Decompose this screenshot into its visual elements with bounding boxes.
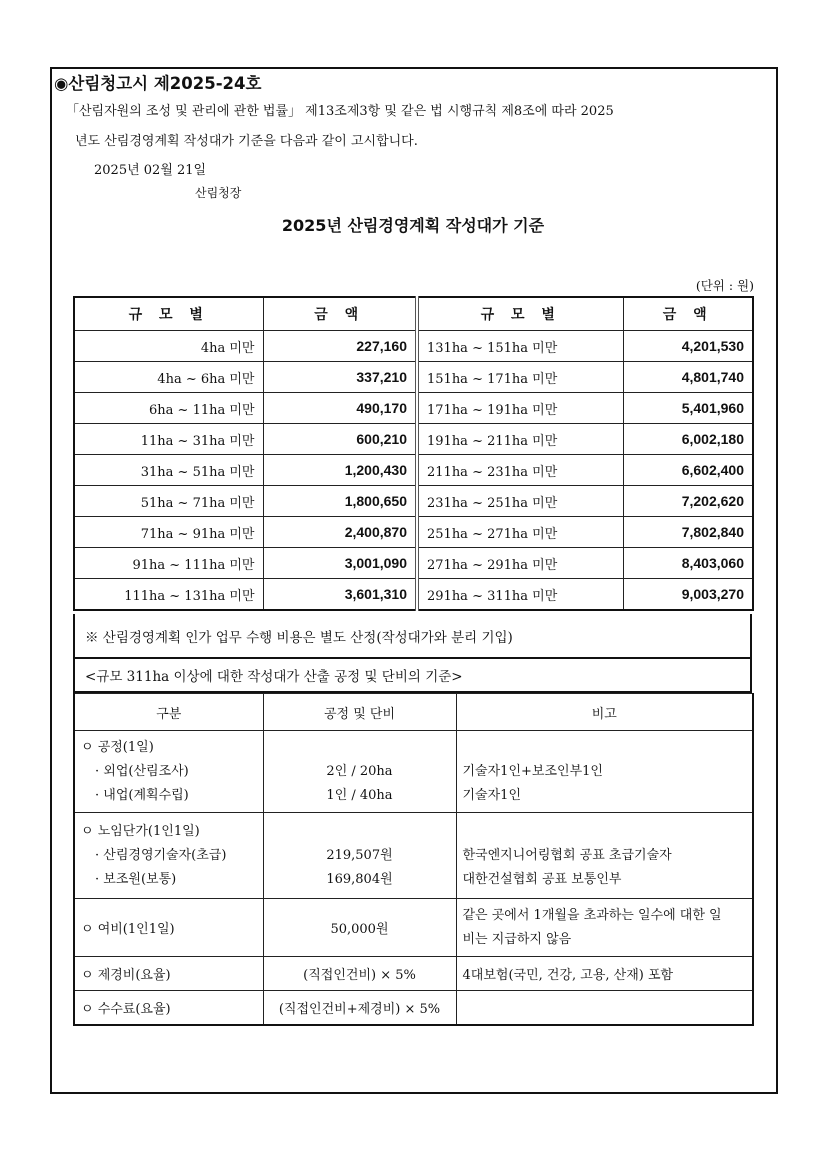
process-item-value: 2인 / 20ha bbox=[326, 763, 393, 779]
process-item-remark: 기술자1인+보조인부1인 bbox=[462, 763, 603, 779]
size-header: 규 모 별 bbox=[74, 297, 263, 331]
size-cell: 4ha 미만 bbox=[74, 331, 263, 362]
labor-item-name: · 산림경영기술자(초급) bbox=[95, 847, 227, 863]
amount-cell: 1,800,650 bbox=[263, 486, 417, 517]
size-cell: 4ha ~ 6ha 미만 bbox=[74, 362, 263, 393]
amount-cell: 4,201,530 bbox=[623, 331, 753, 362]
size-cell: 91ha ~ 111ha 미만 bbox=[74, 548, 263, 579]
cost-table bbox=[73, 693, 754, 1026]
amount-cell: 5,401,960 bbox=[623, 393, 753, 424]
size-cell: 291ha ~ 311ha 미만 bbox=[417, 579, 623, 611]
amount-cell: 3,601,310 bbox=[263, 579, 417, 611]
size-cell: 71ha ~ 91ha 미만 bbox=[74, 517, 263, 548]
amount-cell: 7,202,620 bbox=[623, 486, 753, 517]
process-item-name: · 외업(산림조사) bbox=[95, 763, 189, 779]
amount-cell: 4,801,740 bbox=[623, 362, 753, 393]
fee-row bbox=[74, 486, 753, 517]
travel-row bbox=[74, 899, 753, 957]
fee-row bbox=[74, 362, 753, 393]
standard-title-text: <규모 311ha 이상에 대한 작성대가 산출 공정 및 단비의 기준> bbox=[85, 669, 463, 685]
labor-row bbox=[74, 813, 753, 899]
overhead-remark: 4대보험(국민, 건강, 고용, 산재) 포함 bbox=[456, 957, 753, 991]
size-cell: 31ha ~ 51ha 미만 bbox=[74, 455, 263, 486]
labor-item-value: 169,804원 bbox=[326, 871, 393, 887]
commission-row bbox=[74, 991, 753, 1025]
amount-cell: 7,802,840 bbox=[623, 517, 753, 548]
amount-cell: 9,003,270 bbox=[623, 579, 753, 611]
travel-value: 50,000원 bbox=[263, 899, 456, 957]
notice-line-2: 년도 산림경영계획 작성대가 기준을 다음과 같이 고시합니다. bbox=[75, 134, 418, 149]
process-label: ㅇ 공정(1일) bbox=[81, 739, 154, 755]
commission-value: (직접인건비+제경비) × 5% bbox=[263, 991, 456, 1025]
overhead-row bbox=[74, 957, 753, 991]
size-cell: 111ha ~ 131ha 미만 bbox=[74, 579, 263, 611]
note bbox=[73, 614, 752, 659]
fee-row bbox=[74, 579, 753, 611]
amount-header: 금 액 bbox=[263, 297, 417, 331]
size-cell: 11ha ~ 31ha 미만 bbox=[74, 424, 263, 455]
amount-header: 금 액 bbox=[623, 297, 753, 331]
size-cell: 251ha ~ 271ha 미만 bbox=[417, 517, 623, 548]
category-header: 구분 bbox=[74, 694, 263, 731]
standard-title bbox=[73, 659, 752, 693]
process-row bbox=[74, 731, 753, 813]
travel-remark-line-1: 같은 곳에서 1개월을 초과하는 일수에 대한 일 bbox=[462, 907, 722, 923]
process-cost-header: 공정 및 단비 bbox=[263, 694, 456, 731]
labor-label: ㅇ 노임단가(1인1일) bbox=[81, 823, 200, 839]
fee-table bbox=[73, 296, 754, 611]
fee-row bbox=[74, 331, 753, 362]
fee-row bbox=[74, 393, 753, 424]
size-cell: 151ha ~ 171ha 미만 bbox=[417, 362, 623, 393]
notice-date: 2025년 02월 21일 bbox=[94, 163, 207, 178]
labor-item-remark: 한국엔지니어링협회 공표 초급기술자 bbox=[462, 847, 672, 863]
process-item-name: · 내업(계획수립) bbox=[95, 787, 189, 803]
unit-label: (단위 : 원) bbox=[695, 278, 754, 293]
document-title: 2025년 산림경영계획 작성대가 기준 bbox=[281, 216, 545, 235]
fee-row bbox=[74, 455, 753, 486]
commission-label: ㅇ 수수료(요율) bbox=[74, 991, 263, 1025]
amount-cell: 6,002,180 bbox=[623, 424, 753, 455]
travel-remark-line-2: 비는 지급하지 않음 bbox=[462, 931, 572, 947]
fee-row bbox=[74, 517, 753, 548]
amount-cell: 1,200,430 bbox=[263, 455, 417, 486]
overhead-label: ㅇ 제경비(요율) bbox=[74, 957, 263, 991]
amount-cell: 8,403,060 bbox=[623, 548, 753, 579]
labor-item-value: 219,507원 bbox=[326, 847, 393, 863]
labor-item-remark: 대한건설협회 공표 보통인부 bbox=[462, 871, 622, 887]
process-item-value: 1인 / 40ha bbox=[326, 787, 393, 803]
size-cell: 171ha ~ 191ha 미만 bbox=[417, 393, 623, 424]
size-header: 규 모 별 bbox=[417, 297, 623, 331]
travel-label: ㅇ 여비(1인1일) bbox=[74, 899, 263, 957]
amount-cell: 227,160 bbox=[263, 331, 417, 362]
size-cell: 131ha ~ 151ha 미만 bbox=[417, 331, 623, 362]
amount-cell: 3,001,090 bbox=[263, 548, 417, 579]
remark-header: 비고 bbox=[456, 694, 753, 731]
size-cell: 231ha ~ 251ha 미만 bbox=[417, 486, 623, 517]
cost-table-header bbox=[74, 694, 753, 731]
process-item-remark: 기술자1인 bbox=[462, 787, 522, 803]
amount-cell: 490,170 bbox=[263, 393, 417, 424]
notice-line-1: 「산림자원의 조성 및 관리에 관한 법률」 제13조제3항 및 같은 법 시행규칙 제8조에 따라 2025 bbox=[66, 104, 614, 119]
size-cell: 51ha ~ 71ha 미만 bbox=[74, 486, 263, 517]
note-text: ※ 산림경영계획 인가 업무 수행 비용은 별도 산정(작성대가와 분리 기입) bbox=[85, 629, 513, 646]
size-cell: 191ha ~ 211ha 미만 bbox=[417, 424, 623, 455]
amount-cell: 2,400,870 bbox=[263, 517, 417, 548]
notice-issuer: 산림청장 bbox=[195, 186, 242, 200]
fee-row bbox=[74, 548, 753, 579]
overhead-value: (직접인건비) × 5% bbox=[263, 957, 456, 991]
commission-remark bbox=[456, 991, 753, 1025]
size-cell: 271ha ~ 291ha 미만 bbox=[417, 548, 623, 579]
labor-item-name: · 보조원(보통) bbox=[95, 871, 177, 887]
amount-cell: 337,210 bbox=[263, 362, 417, 393]
amount-cell: 600,210 bbox=[263, 424, 417, 455]
size-cell: 6ha ~ 11ha 미만 bbox=[74, 393, 263, 424]
amount-cell: 6,602,400 bbox=[623, 455, 753, 486]
fee-row bbox=[74, 424, 753, 455]
size-cell: 211ha ~ 231ha 미만 bbox=[417, 455, 623, 486]
fee-table-header bbox=[74, 297, 753, 331]
notice-header: ◉산림청고시 제2025-24호 bbox=[54, 74, 262, 93]
